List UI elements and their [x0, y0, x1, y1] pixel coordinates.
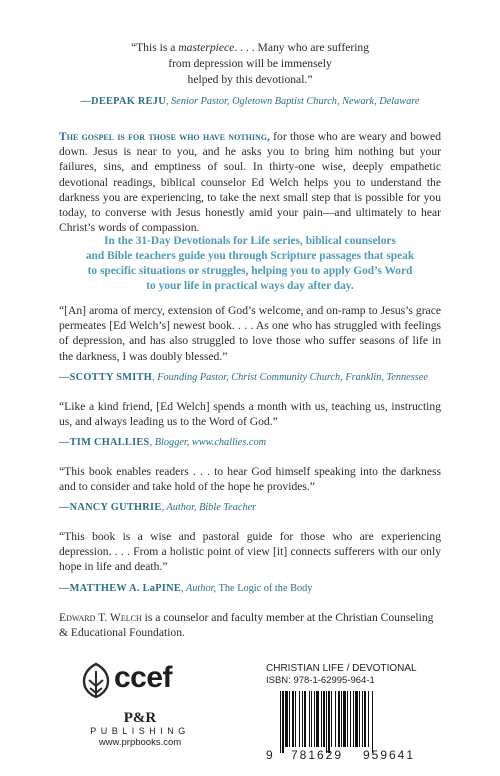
barcode-bar — [299, 691, 300, 747]
barcode-bar — [341, 691, 342, 747]
barcode-bar — [353, 691, 354, 747]
barcode-bar — [350, 691, 351, 747]
endorsement-attribution: —MATTHEW A. LaPINE, Author, The Logic of the Body — [59, 582, 313, 594]
barcode-bar — [302, 691, 303, 747]
barcode-bar — [285, 691, 288, 747]
barcode-bar — [323, 691, 325, 747]
barcode-bar — [347, 691, 348, 747]
barcode-bar — [311, 691, 312, 747]
barcode-bar — [314, 691, 315, 747]
barcode-bar — [326, 691, 327, 753]
publisher-logo — [65, 710, 215, 750]
author-bio — [59, 610, 441, 640]
endorsement-attribution: —TIM CHALLIES, Blogger, www.challies.com — [59, 437, 267, 449]
barcode-bar — [364, 691, 366, 747]
top-quote — [59, 40, 441, 109]
author-bio-text: is a counselor and faculty member at the Christian Counseling & Educational Foundation. — [59, 611, 434, 640]
barcode-bar — [355, 691, 358, 747]
barcode-bar — [289, 691, 290, 747]
barcode-bar — [309, 691, 310, 747]
endorsement-matthew-lapine — [59, 529, 441, 596]
barcode-bar — [335, 691, 336, 747]
barcode-bar — [328, 691, 330, 753]
barcode-bar — [372, 691, 373, 753]
intro-paragraph — [59, 129, 441, 235]
endorsement-quote: “This book is a wise and pastoral guide for those who are experiencing depression. . . . From a holistic point of view [it] connects sufferers with our only hope in life and death.” — [59, 530, 441, 574]
intro-lead: The gospel is for those who have nothing, — [59, 130, 270, 143]
endorsement-quote: “This book enables readers . . . to hear God himself speaking into the darkness and to consider and take hold of the hope he provides.” — [59, 465, 441, 494]
barcode-bar — [343, 691, 346, 747]
barcode-bar — [362, 691, 363, 747]
endorsement-attribution: —NANCY GUTHRIE, Author, Bible Teacher — [59, 502, 257, 514]
top-quote-attribution: —DEEPAK REJU, Senior Pastor, Ogletown Baptist Church, Newark, Delaware — [80, 96, 420, 107]
publisher-url: www.prpbooks.com — [98, 737, 182, 748]
series-blurb: In the 31-Day Devotionals for Life series, biblical counselors and Bible teachers guide you through Scripture passages that speak to specific situations or struggles, helping you to apply God’s Word to your life in practical ways day after day. — [85, 235, 415, 292]
endorsement-tim-challies — [59, 399, 441, 451]
book-category: CHRISTIAN LIFE / DEVOTIONAL — [266, 663, 417, 674]
endorsement-quote: “[An] aroma of mercy, extension of God’s welcome, and on-ramp to Jesus’s grace permeates [Ed Welch’s] newest book. . . . As one who has struggled with feelings of depression, and has also struggled to love those who suffer seasons of life in the darkness, I was doubly blessed.” — [59, 304, 441, 363]
barcode-area — [266, 663, 436, 763]
barcode-bar — [295, 691, 296, 747]
barcode-bar — [321, 691, 322, 747]
endorsement-quote: “Like a kind friend, [Ed Welch] spends a month with us, teaching us, instructing us, and always leading us to the Word of God.” — [59, 400, 441, 429]
publisher-name: PUBLISHING — [90, 726, 190, 736]
isbn-text: ISBN: 978-1-62995-964-1 — [266, 675, 375, 686]
barcode-digit-first: 9 — [266, 748, 273, 762]
pr-monogram: P&R — [123, 710, 157, 726]
endorsement-nancy-guthrie — [59, 464, 441, 516]
barcode-bar — [359, 691, 360, 747]
barcode-digits-left: 781629 — [290, 748, 344, 762]
ccef-logo — [76, 660, 196, 700]
barcode-digits-right: 959641 — [362, 748, 416, 762]
barcode-bar — [368, 691, 369, 747]
top-quote-text: “This is a masterpiece. . . . Many who are suffering from depression will be immensely helped by this devotional.” — [130, 41, 370, 86]
barcode-bar — [316, 691, 319, 747]
barcode-bar — [292, 691, 294, 747]
ccef-wordmark: ccef — [114, 661, 173, 694]
barcode-bar — [331, 691, 332, 747]
barcode-bar — [282, 691, 284, 753]
endorsement-attribution: —SCOTTY SMITH, Founding Pastor, Christ Community Church, Franklin, Tennessee — [59, 371, 428, 383]
endorsement-scotty-smith — [59, 303, 441, 385]
intro-body: for those who are weary and bowed down. Jesus is near to you, and he asks you to bring him nothing but your failures, sins, and emptiness of soul. In thirty-one wise, deeply empathetic devotional readings, biblical counselor Ed Welch helps you to understand the darkness you are experiencing, to take the next small step that is possible for you today, to converse with Jesus honestly amid your pain—and ultimately to hear Christ’s words of compassion. — [59, 130, 441, 235]
barcode-bar — [280, 691, 281, 753]
barcode-bar — [338, 691, 340, 747]
barcode-bar — [304, 691, 306, 747]
author-name: Edward T. Welch — [59, 611, 142, 624]
